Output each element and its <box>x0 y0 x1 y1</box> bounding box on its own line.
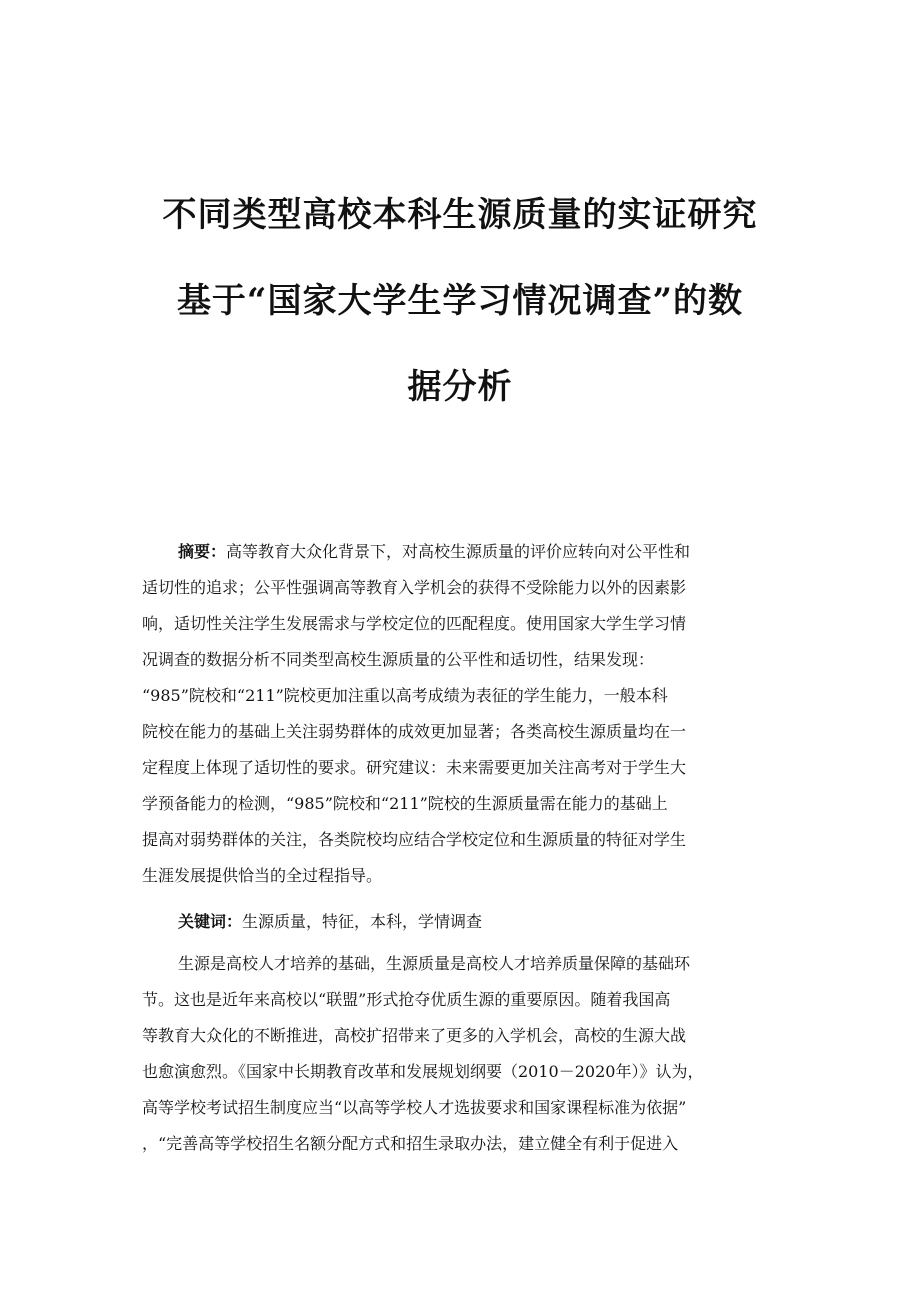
abstract-line: 况调查的数据分析不同类型高校生源质量的公平性和适切性，结果发现： <box>142 650 655 669</box>
keywords-line <box>142 904 778 940</box>
abstract-line: 生涯发展提供恰当的全过程指导。 <box>142 866 383 885</box>
abstract-text: 高等教育大众化背景下，对高校生源质量的评价应转向对公平性和 <box>226 542 691 561</box>
keywords-section <box>142 904 778 940</box>
abstract-line <box>142 534 778 570</box>
abstract-line: 响，适切性关注学生发展需求与学校定位的匹配程度。使用国家大学生学习情 <box>142 614 687 633</box>
abstract-line: 学预备能力的检测，“985”院校和“211”院校的生源质量需在能力的基础上 <box>142 794 668 813</box>
abstract-label: 摘要： <box>178 542 227 561</box>
paragraph-line: 也愈演愈烈。《国家中长期教育改革和发展规划纲要（2010－2020年）》认为， <box>142 1062 704 1081</box>
abstract-line: 提高对弱势群体的关注，各类院校均应结合学校定位和生源质量的特征对学生 <box>142 830 687 849</box>
abstract-line: 适切性的追求；公平性强调高等教育入学机会的获得不受除能力以外的因素影 <box>142 578 687 597</box>
body-paragraph <box>142 946 778 1162</box>
title-line-2: 基于“国家大学生学习情况调查”的数 <box>176 281 744 321</box>
keywords-label: 关键词： <box>178 912 243 931</box>
abstract-section <box>142 534 778 894</box>
paragraph-line: ，“完善高等学校招生名额分配方式和招生录取办法，建立健全有利于促进入 <box>142 1134 679 1153</box>
paragraph-line: 等教育大众化的不断推进，高校扩招带来了更多的入学机会，高校的生源大战 <box>142 1026 687 1045</box>
paragraph-line: 节。这也是近年来高校以“联盟”形式抢夺优质生源的重要原因。随着我国高 <box>142 990 671 1009</box>
paper-title <box>120 172 800 430</box>
paragraph-line: 生源是高校人才培养的基础，生源质量是高校人才培养质量保障的基础环 <box>178 954 691 973</box>
paragraph-line: 高等学校考试招生制度应当“以高等学校人才选拔要求和国家课程标准为依据” <box>142 1098 687 1117</box>
abstract-line: 院校在能力的基础上关注弱势群体的成效更加显著；各类高校生源质量均在一 <box>142 722 687 741</box>
keywords-text: 生源质量，特征，本科，学情调查 <box>242 912 483 931</box>
title-line-1: 不同类型高校本科生源质量的实证研究 <box>162 195 758 235</box>
abstract-line: “985”院校和“211”院校更加注重以高考成绩为表征的学生能力，一般本科 <box>142 686 668 705</box>
title-line-3: 据分析 <box>407 367 513 407</box>
abstract-line: 定程度上体现了适切性的要求。研究建议：未来需要更加关注高考对于学生大 <box>142 758 687 777</box>
